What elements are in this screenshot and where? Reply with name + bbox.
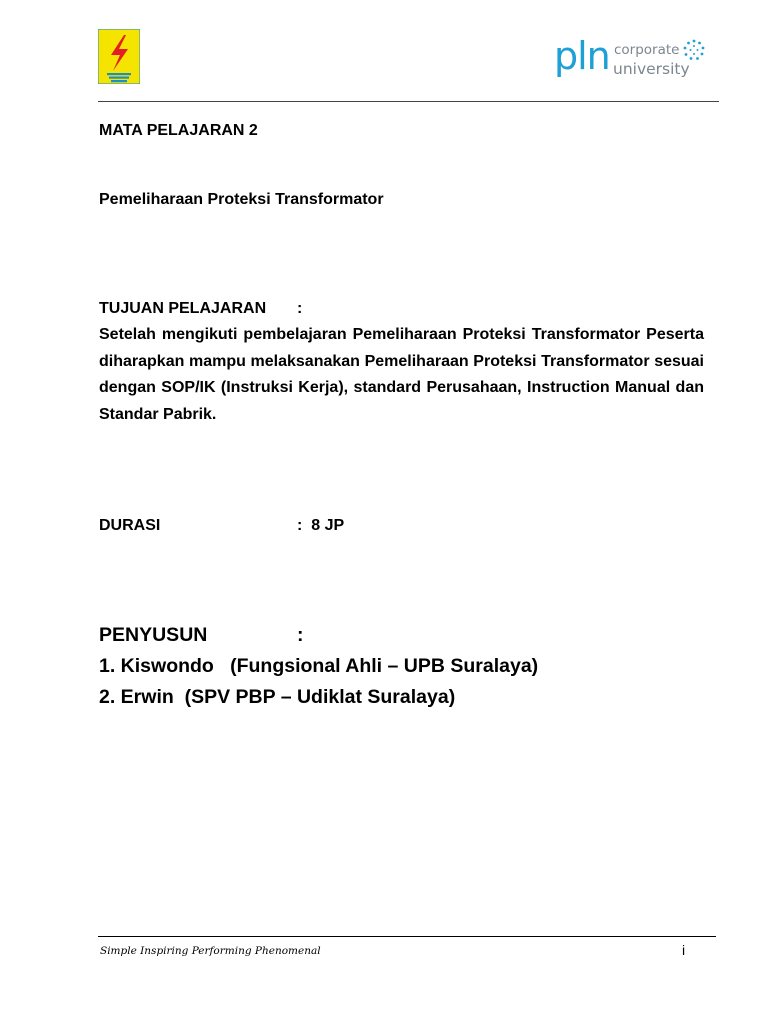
objective-text: Setelah mengikuti pembelajaran Pemeliharaan Proteksi Transformator Peserta diharapkan mampu melaksanakan Pemeliharaan Proteksi Transformator sesuai dengan SOP/IK (Instruksi Kerja), standard Perusahaan, Instruction Manual dan Standar Pabrik. <box>99 326 704 423</box>
authors-heading <box>99 620 304 651</box>
subject-title: Pemeliharaan Proteksi Transformator <box>99 191 384 208</box>
pln-logo <box>98 29 140 84</box>
pln-corporate-university-logo <box>554 34 714 90</box>
duration-row <box>99 513 345 540</box>
pln-wordmark: pln <box>554 34 610 78</box>
duration-value: : 8 JP <box>297 517 345 534</box>
objective-colon: : <box>297 300 303 317</box>
author-item: 2. Erwin (SPV PBP – Udiklat Suralaya) <box>99 686 456 708</box>
header-divider <box>98 101 719 102</box>
page-number: i <box>682 942 686 958</box>
author-item: 1. Kiswondo (Fungsional Ahli – UPB Suralaya) <box>99 655 539 677</box>
objective-label: TUJUAN PELAJARAN <box>99 300 267 317</box>
logo-corporate-text: corporate <box>614 42 680 58</box>
subject-label: MATA PELAJARAN 2 <box>99 122 258 139</box>
duration-label: DURASI <box>99 517 161 534</box>
objective-heading <box>99 296 303 323</box>
logo-university-text: university <box>613 60 690 78</box>
authors-label: PENYUSUN <box>99 624 208 646</box>
footer-divider <box>98 936 716 937</box>
authors-colon: : <box>297 624 304 646</box>
footer-motto: Simple Inspiring Performing Phenomenal <box>100 945 321 957</box>
starburst-icon <box>683 39 705 61</box>
